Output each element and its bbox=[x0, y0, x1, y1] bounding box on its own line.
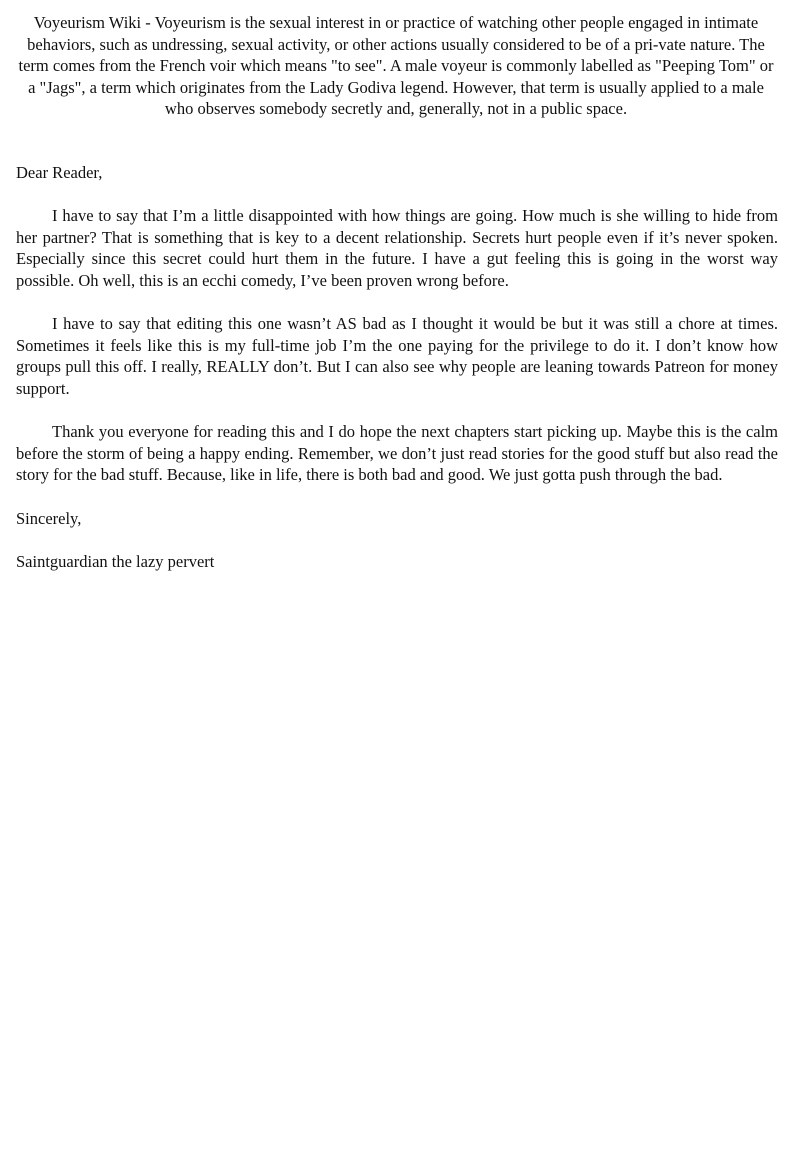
wiki-definition-text: Voyeurism is the sexual interest in or practice of watching other people engaged in intimate behaviors, such as undressing, sexual activity, or other actions usually considered to be of a pri-vate nature. The term comes from the French voir which means "to see". A male voyeur is commonly labelled as "Peeping Tom" or a "Jags", a term which originates from the Lady Godiva legend. However, that term is usually applied to a male who observes somebody secretly and, generally, not in a public space. bbox=[18, 13, 774, 119]
letter-paragraph-1: I have to say that I’m a little disappointed with how things are going. How much is she willing to hide from her partner? That is something that is key to a decent relationship. Secrets hurt people even if it’s never spoken. Especially since this secret could hurt them in the future. I have a gut feeling this is going in the worst way possible. Oh well, this is an ecchi comedy, I’ve been proven wrong before. bbox=[16, 206, 778, 290]
letter-salutation: Dear Reader, bbox=[16, 163, 103, 182]
letter-closing: Sincerely, bbox=[16, 508, 82, 528]
letter-paragraph-2: I have to say that editing this one wasn’t AS bad as I thought it would be but it was still a chore at times. Sometimes it feels like this is my full-time job I’m the one paying for the privilege to do it. I don’t know how groups pull this off. I really, REALLY don’t. But I can also see why people are leaning towards Patreon for money support. bbox=[16, 314, 778, 398]
letter-to-reader bbox=[16, 162, 778, 594]
voyeurism-wiki-intro bbox=[16, 12, 776, 120]
letter-signature: Saintguardian the lazy pervert bbox=[16, 551, 215, 571]
letter-paragraph-3: Thank you everyone for reading this and I do hope the next chapters start picking up. Maybe this is the calm before the storm of being a happy ending. Remember, we don’t just read stories for the good stuff but also read the story for the bad stuff. Because, like in life, there is both bad and good. We just gotta push through the bad. bbox=[16, 422, 778, 485]
wiki-label: Voyeurism Wiki - bbox=[33, 13, 151, 32]
